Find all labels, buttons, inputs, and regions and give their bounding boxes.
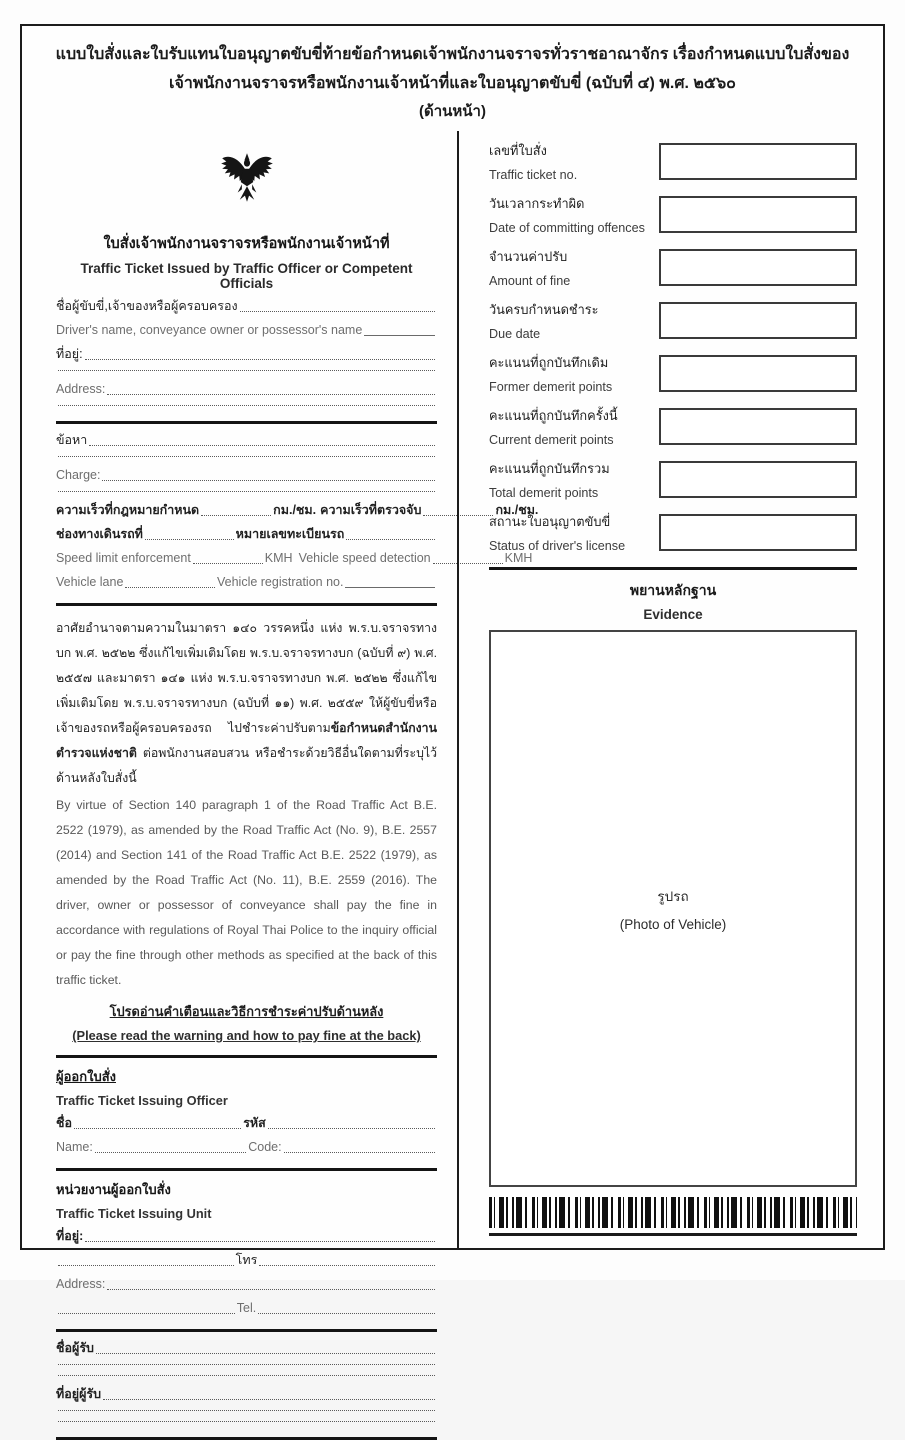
charge-row-english	[56, 467, 437, 484]
field-label-thai: สถานะใบอนุญาตขับขี่	[489, 514, 611, 529]
speed-limit-label-english: Speed limit enforcement	[56, 551, 191, 565]
lane-label-thai: ช่องทางเดินรถที่	[56, 527, 143, 541]
officer-heading-thai: ผู้ออกใบสั่ง	[56, 1069, 116, 1084]
address-label-thai: ที่อยู่:	[56, 347, 83, 361]
ticket-no-box	[659, 143, 857, 180]
section-divider	[56, 421, 437, 424]
officer-code-blank-thai	[268, 1128, 435, 1129]
legal-text-thai: อาศัยอำนาจตามความในมาตรา ๑๔๐ วรรคหนึ่ง แห่ง พ.ร.บ.จราจรทางบก พ.ศ. ๒๕๒๒ ซึ่งแก้ไขเพิ่มเติมโดย พ.ร.บ.จราจรทางบก (ฉบับที่ ๙) พ.ศ. ๒๕๕๗ และมาตรา ๑๔๑ แห่ง พ.ร.บ.จราจรทางบก พ.ศ. ๒๕๒๒ ซึ่งแก้ไขเพิ่มเติมโดย พ.ร.บ.จราจรทางบก (ฉบับที่ ๑๑) พ.ศ. ๒๕๕๙ ให้ผู้ขับขี่หรือเจ้าของรถหรือผู้ครอบครองรถ ไปชำระค่าปรับตามข้อกำหนดสำนักงานตำรวจแห่งชาติ ต่อพนักงานสอบสวน หรือชำระด้วยวิธีอื่นใดตามที่ระบุไว้ด้านหลังใบสั่งนี้	[56, 621, 437, 785]
address-blank-line1	[56, 370, 437, 374]
charge-blank-thai	[89, 445, 435, 446]
unit-address-row-english	[56, 1276, 437, 1293]
charge-label-english: Charge:	[56, 468, 101, 482]
ticket-barcode	[489, 1197, 857, 1228]
field-label-english: Total demerit points	[489, 486, 599, 500]
registration-blank-thai	[346, 539, 435, 540]
total-points-box	[659, 461, 857, 498]
officer-name-label-english: Name:	[56, 1140, 93, 1154]
field-label-thai: คะแนนที่ถูกบันทึกรวม	[489, 461, 610, 476]
fine-amount-box	[659, 249, 857, 286]
unit-tel-row-english	[56, 1300, 437, 1317]
field-label-english: Due date	[489, 327, 541, 341]
driver-name-blank	[240, 311, 435, 312]
driver-name-blank-english	[364, 335, 435, 336]
officer-name-row-english	[56, 1139, 437, 1156]
field-total-points	[489, 457, 857, 501]
ticket-form-sheet	[20, 24, 885, 1401]
speed-row-thai	[56, 502, 539, 519]
license-status-box	[659, 514, 857, 551]
charge-blank-line2	[56, 491, 437, 495]
lane-row-english	[56, 574, 437, 591]
evidence-divider	[489, 567, 857, 570]
address-blank-english	[107, 394, 435, 395]
legal-paragraph	[56, 616, 437, 993]
charge-blank-english	[102, 480, 435, 481]
field-current-points	[489, 404, 857, 448]
field-label-english: Former demerit points	[489, 380, 613, 394]
field-label-thai: คะแนนที่ถูกบันทึกเดิม	[489, 355, 609, 370]
lane-label-english: Vehicle lane	[56, 575, 124, 589]
recipient-address-label: ที่อยู่ผู้รับ	[56, 1387, 102, 1401]
kmh-label-en-2: KMH	[504, 551, 533, 565]
speed-row-english	[56, 550, 533, 567]
unit-tel-blank-english-right	[258, 1313, 435, 1314]
header-title-line1: แบบใบสั่งและใบรับแทนใบอนุญาตขับขี่ท้ายข้อกำหนดเจ้าพนักงานจราจรทั่วราชอาณาจักร เรื่องกำหนดแบบใบสั่งของ	[55, 46, 850, 63]
warning-english: (Please read the warning and how to pay fine at the back)	[72, 1028, 421, 1043]
right-column	[457, 131, 883, 1248]
vehicle-photo-placeholder	[489, 630, 857, 1187]
section-divider	[56, 603, 437, 606]
speed-detect-label-thai: ความเร็วที่ตรวจจับ	[320, 503, 422, 517]
officer-name-label-thai: ชื่อ	[56, 1116, 72, 1130]
field-fine-amount	[489, 245, 857, 289]
lane-blank-thai	[145, 539, 234, 540]
field-label-thai: คะแนนที่ถูกบันทึกครั้งนี้	[489, 408, 618, 423]
warning-block	[56, 1001, 437, 1043]
registration-label-english: Vehicle registration no.	[216, 575, 344, 589]
offence-date-box	[659, 196, 857, 233]
current-points-box	[659, 408, 857, 445]
recipient-name-blank	[96, 1353, 435, 1354]
officer-name-blank-english	[95, 1152, 246, 1153]
unit-tel-blank-right	[259, 1265, 435, 1266]
field-label-thai: วันเวลากระทำผิด	[489, 196, 585, 211]
field-label-thai: เลขที่ใบสั่ง	[489, 143, 547, 158]
kmh-label-1: กม./ชม.	[273, 503, 317, 517]
garuda-emblem-icon	[56, 135, 437, 224]
driver-name-row-english	[56, 322, 437, 339]
recipient-address-row	[56, 1386, 437, 1403]
speed-limit-label-thai: ความเร็วที่กฎหมายกำหนด	[56, 503, 200, 517]
warning-thai: โปรดอ่านคำเตือนและวิธีการชำระค่าปรับด้านหลัง	[109, 1004, 384, 1019]
charge-row-thai	[56, 432, 437, 449]
barcode-underline	[489, 1233, 857, 1236]
legal-text-english: By virtue of Section 140 paragraph 1 of the Road Traffic Act B.E. 2522 (1979), as amended by the Road Traffic Act (No. 9), B.E. 2557 (2014) and Section 141 of the Road Traffic Act B.E. 2522 (1979), as amended by the Road Traffic Act (No. 11), B.E. 2559 (2016). The driver, owner or possessor of conveyance shall pay the fine in accordance with regulations of Royal Thai Police to the inquiry official or pay the fine through other methods as specified at the back of this traffic ticket.	[56, 798, 437, 987]
officer-name-blank-thai	[74, 1128, 241, 1129]
section-divider	[56, 1329, 437, 1332]
speed-limit-blank-english	[193, 563, 263, 564]
officer-name-row-thai	[56, 1115, 437, 1132]
recipient-blank-line2	[56, 1375, 437, 1379]
recipient-blank-line3	[56, 1410, 437, 1414]
recipient-name-row	[56, 1340, 437, 1357]
officer-code-blank-english	[284, 1152, 435, 1153]
unit-tel-blank-english-left	[58, 1313, 235, 1314]
unit-tel-blank-left	[58, 1265, 234, 1266]
form-columns	[22, 131, 883, 1401]
header-title-line2: เจ้าพนักงานจราจรหรือพนักงานเจ้าหน้าที่และใบอนุญาตขับขี่ (ฉบับที่ ๔) พ.ศ. ๒๕๖๐	[169, 75, 736, 92]
recipient-blank-line1	[56, 1364, 437, 1368]
field-label-thai: จำนวนค่าปรับ	[489, 249, 568, 264]
recipient-address-blank	[103, 1399, 435, 1400]
charge-label-thai: ข้อหา	[56, 433, 88, 447]
evidence-heading-english: Evidence	[643, 607, 703, 622]
driver-name-label-english: Driver's name, conveyance owner or possessor's name	[56, 323, 363, 337]
driver-name-label-thai: ชื่อผู้ขับขี่,เจ้าของหรือผู้ครอบครอง	[56, 299, 238, 313]
section-divider	[56, 1055, 437, 1058]
unit-tel-label-thai: โทร	[235, 1253, 258, 1267]
unit-address-label-english: Address:	[56, 1277, 106, 1291]
unit-tel-label-english: Tel.	[236, 1301, 257, 1315]
speed-limit-blank	[201, 515, 271, 516]
charge-blank-line	[56, 456, 437, 460]
photo-label-english: (Photo of Vehicle)	[619, 917, 727, 933]
field-label-english: Date of committing offences	[489, 221, 645, 235]
field-ticket-no	[489, 139, 857, 183]
field-offence-date	[489, 192, 857, 236]
lane-row-thai	[56, 526, 437, 543]
officer-code-label-english: Code:	[248, 1140, 282, 1154]
unit-address-blank-english	[107, 1289, 435, 1290]
ticket-title-english: Traffic Ticket Issued by Traffic Officer or Competent Officials	[80, 261, 413, 291]
address-blank-line2	[56, 405, 437, 409]
evidence-heading-thai: พยานหลักฐาน	[629, 582, 717, 598]
field-due-date	[489, 298, 857, 342]
former-points-box	[659, 355, 857, 392]
officer-code-label-thai: รหัส	[243, 1116, 266, 1130]
legal-bold-thai: ข้อกำหนดสำนักงานตำรวจแห่งชาติ	[56, 721, 437, 760]
registration-label-thai: หมายเลขทะเบียนรถ	[235, 527, 345, 541]
driver-name-row-thai	[56, 298, 437, 315]
address-row-thai	[56, 346, 437, 363]
header-side-label: (ด้านหน้า)	[419, 103, 486, 120]
recipient-blank-line4	[56, 1421, 437, 1425]
form-header	[22, 26, 883, 131]
unit-address-blank-thai	[85, 1241, 435, 1242]
kmh-label-en-1: KMH	[264, 551, 293, 565]
address-label-english: Address:	[56, 382, 106, 396]
recipient-name-label: ชื่อผู้รับ	[56, 1341, 94, 1355]
unit-heading-thai: หน่วยงานผู้ออกใบสั่ง	[56, 1182, 171, 1197]
field-label-english: Current demerit points	[489, 433, 614, 447]
address-blank-thai	[85, 359, 435, 360]
unit-address-label-thai: ที่อยู่:	[56, 1229, 84, 1243]
field-label-english: Status of driver's license	[489, 539, 626, 553]
lane-blank-english	[125, 587, 215, 588]
field-label-english: Amount of fine	[489, 274, 571, 288]
field-label-english: Traffic ticket no.	[489, 168, 578, 182]
unit-heading-english: Traffic Ticket Issuing Unit	[56, 1206, 212, 1221]
registration-blank-english	[345, 587, 435, 588]
speed-detect-label-english: Vehicle speed detection	[298, 551, 431, 565]
due-date-box	[659, 302, 857, 339]
address-row-english	[56, 381, 437, 398]
section-divider	[56, 1168, 437, 1171]
photo-label-thai: รูปรถ	[657, 889, 689, 905]
ticket-title-thai: ใบสั่งเจ้าพนักงานจราจรหรือพนักงานเจ้าหน้าที่	[103, 236, 390, 252]
officer-heading-english: Traffic Ticket Issuing Officer	[56, 1093, 228, 1108]
field-former-points	[489, 351, 857, 395]
unit-tel-row-thai	[56, 1252, 437, 1269]
field-label-thai: วันครบกำหนดชำระ	[489, 302, 599, 317]
kmh-label-2: กม./ชม.	[495, 503, 539, 517]
unit-address-row-thai	[56, 1228, 437, 1245]
field-license-status	[489, 510, 857, 554]
